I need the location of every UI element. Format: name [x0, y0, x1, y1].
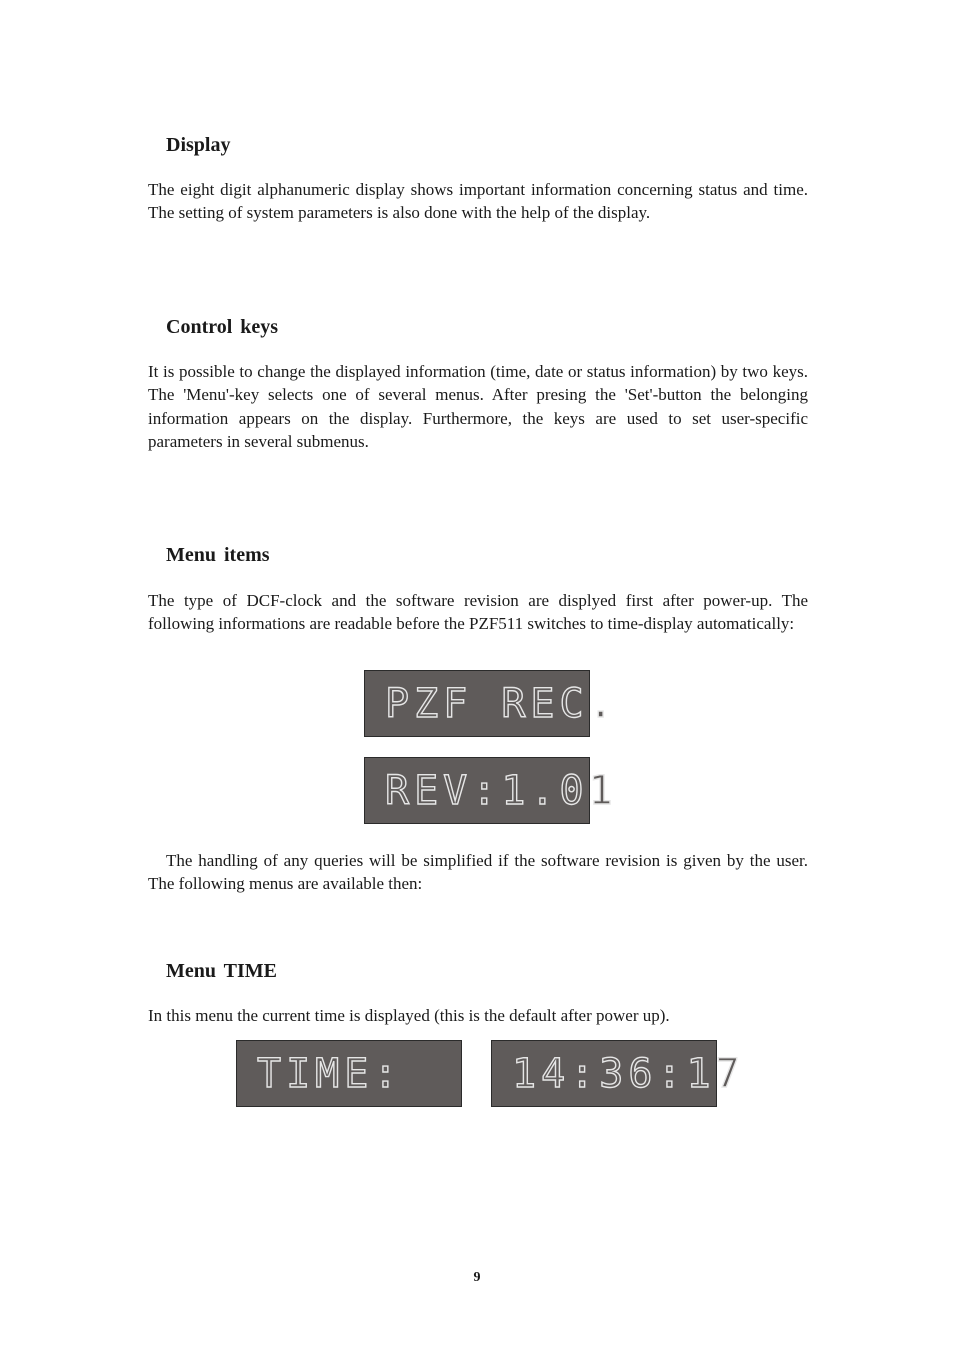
lcd-text: 14:36:17: [512, 1050, 745, 1097]
display-paragraph: The eight digit alphanumeric display shows important information concerning status and time. The setting of system parameters is also done with the help of the display.: [148, 180, 808, 223]
lcd-display-time-value: [491, 1040, 745, 1107]
revision-followup-paragraph: The handling of any queries will be simplified if the software revision is given by the user. The following menus are available then:: [148, 851, 808, 894]
section-heading-display: Display: [166, 134, 231, 156]
control-keys-paragraph: It is possible to change the displayed information (time, date or status information) by two keys. The 'Menu'-key selects one of several menus. After presing the 'Set'-button the belonging information appears on the display. Furthermore, the keys are used to set user-specific parameters in several submenus.: [148, 362, 808, 452]
lcd-display-device-type: [364, 670, 618, 737]
lcd-text: TIME:: [257, 1050, 403, 1097]
page-number: 9: [473, 1270, 481, 1285]
lcd-text: PZF REC.: [385, 680, 618, 727]
lcd-display-revision: [364, 757, 618, 824]
section-heading-menu-time: Menu TIME: [166, 960, 277, 982]
menu-time-paragraph: In this menu the current time is displayed (this is the default after power up).: [148, 1006, 670, 1025]
section-heading-control-keys: Control keys: [166, 316, 279, 338]
lcd-text: REV:1.01: [385, 767, 618, 814]
section-heading-menu-items: Menu items: [166, 544, 270, 566]
lcd-display-time-label: [236, 1040, 462, 1107]
menu-items-paragraph: The type of DCF-clock and the software revision are displyed first after power-up. The following informations are readable before the PZF511 switches to time-display automatically:: [148, 591, 808, 634]
